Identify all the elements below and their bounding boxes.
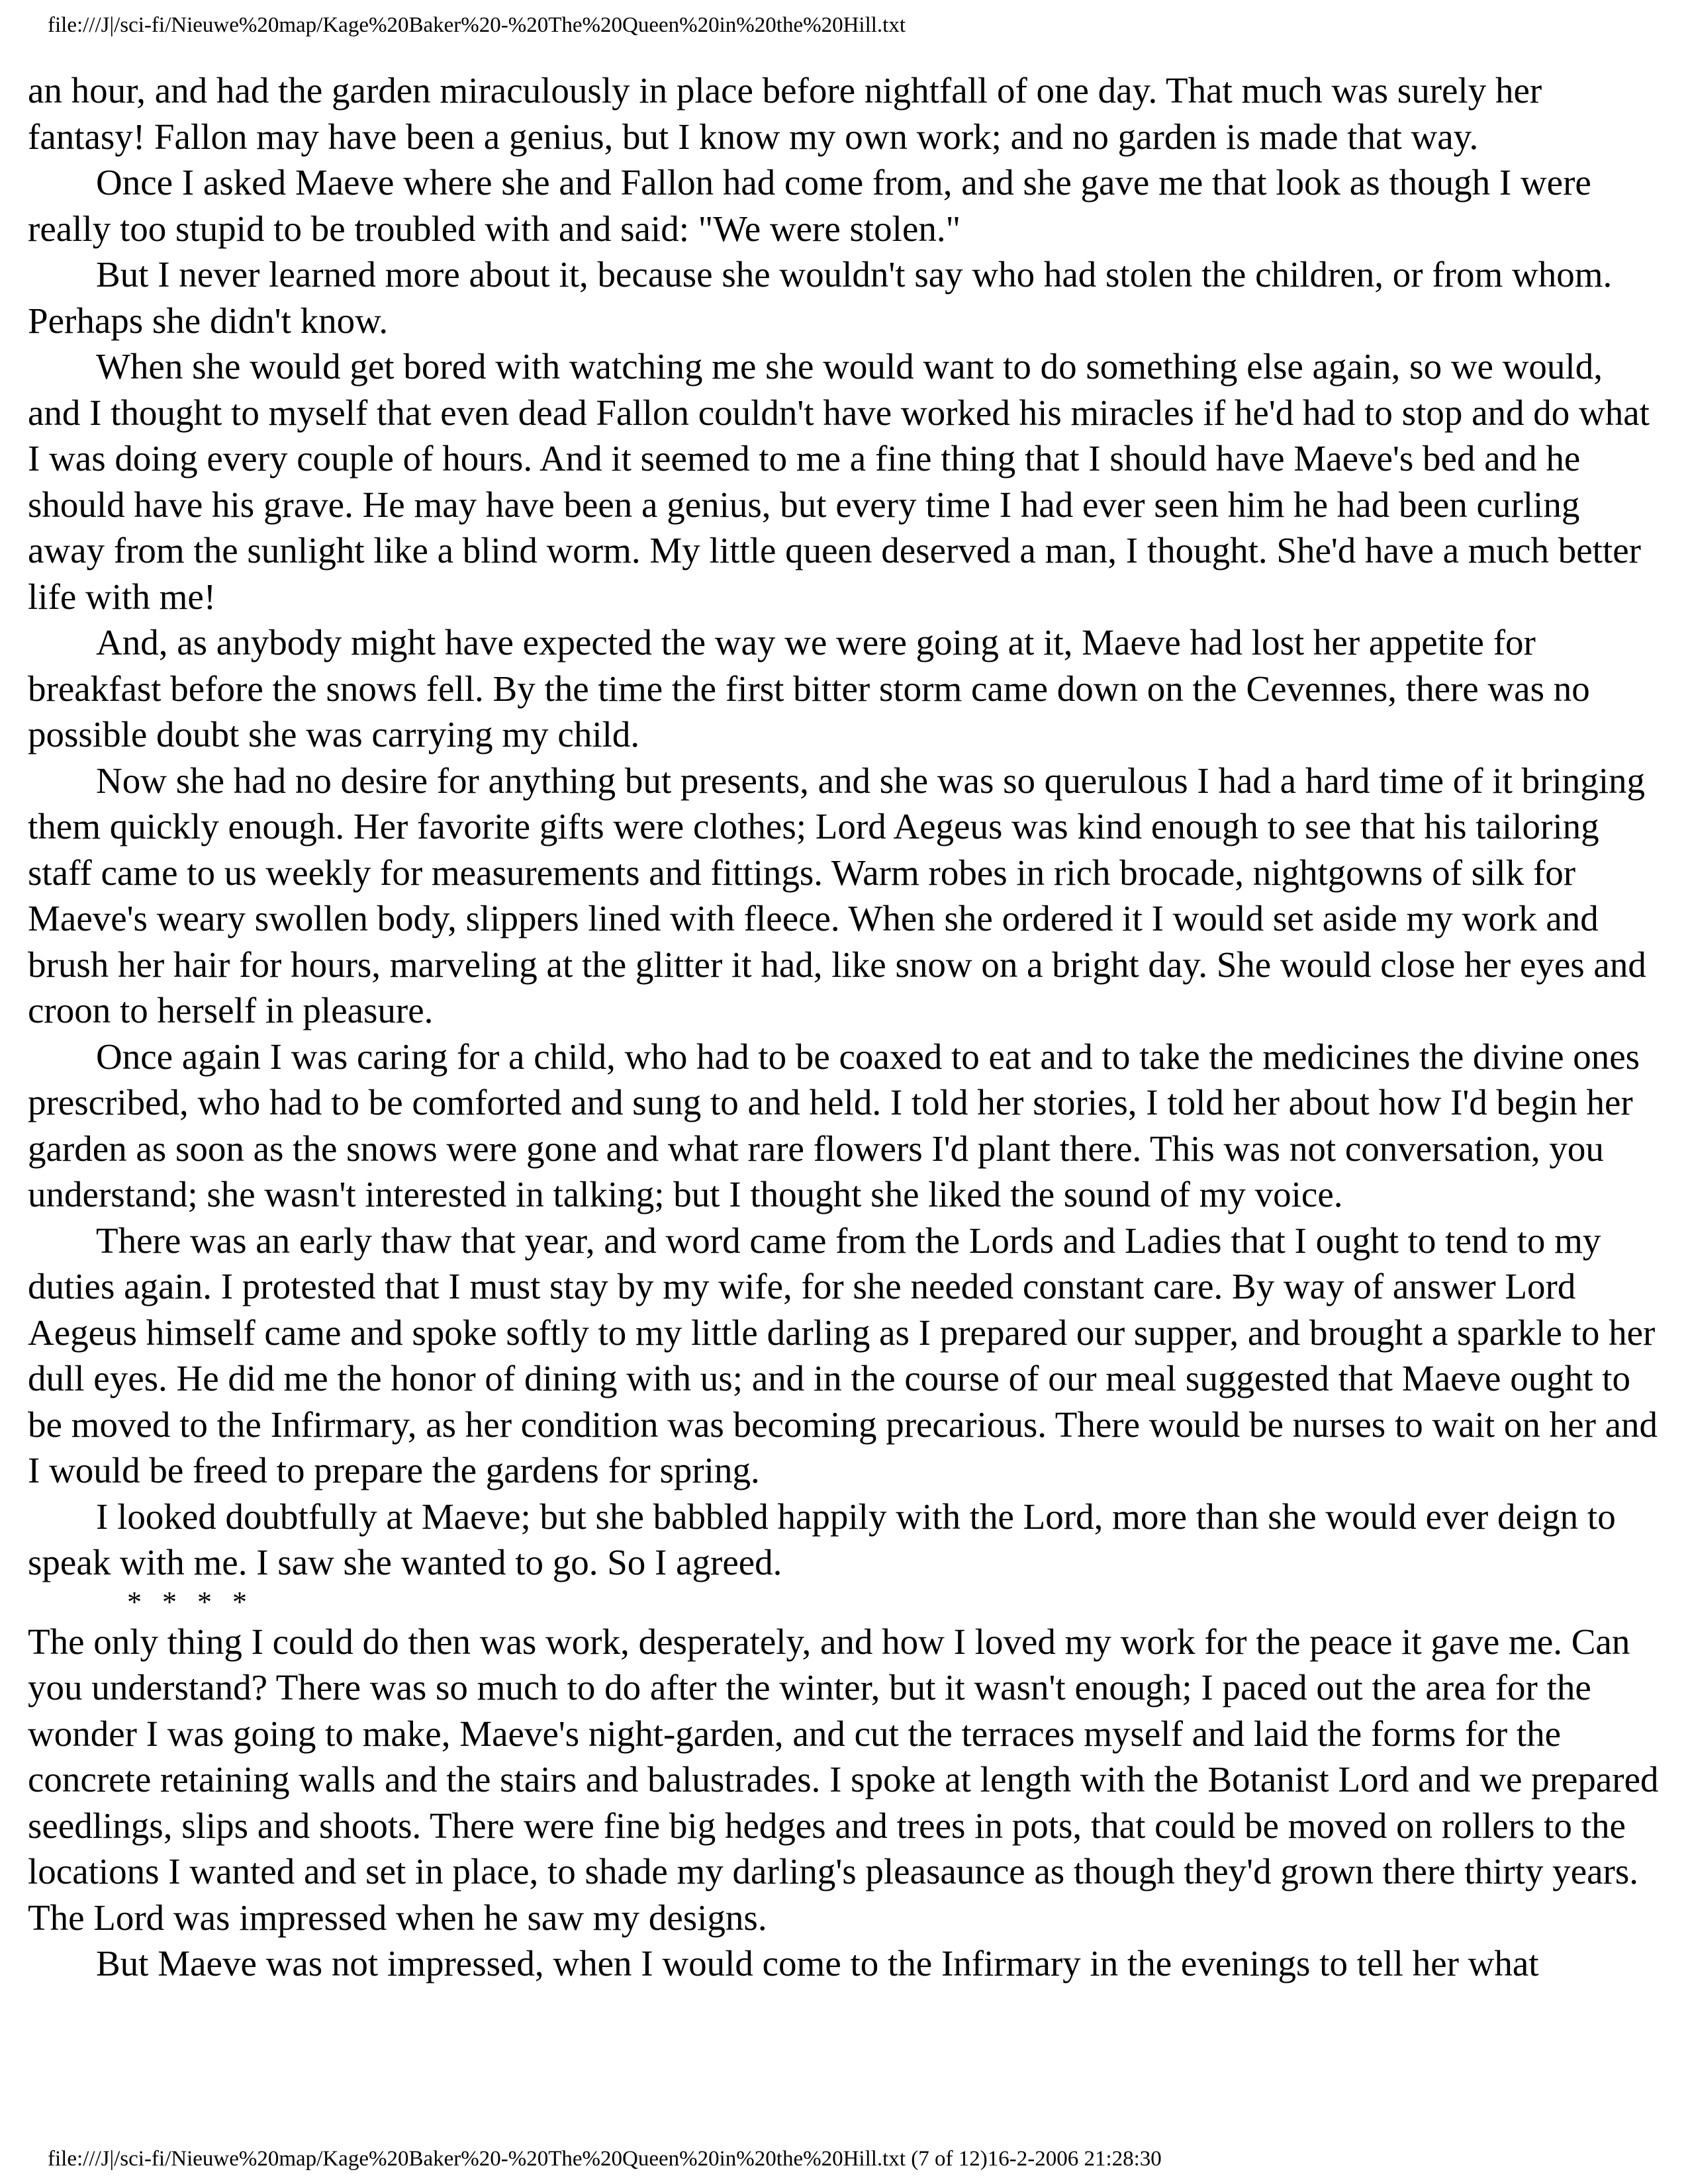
paragraph: Once again I was caring for a child, who had to be coaxed to eat and to take the medicines the divine ones prescribed, who had to be comforted and sung to and held. I told her stories, I told her about how I'd begin her garden as soon as the snows were gone and what rare flowers I'd plant there. This was not conversation, you understand; she wasn't interested in talking; but I thought she liked the sound of my voice. [28,1036,1640,1214]
footer-file-path: file:///J|/sci-fi/Nieuwe%20map/Kage%20Baker%20-%20The%20Queen%20in%20the%20Hill.txt (7 of 12)16-2-2006 21:28:30 [48,2147,1162,2171]
paragraph: Now she had no desire for anything but presents, and she was so querulous I had a hard time of it bringing them quickly enough. Her favorite gifts were clothes; Lord Aegeus was kind enough to see that his tailoring staff came to us weekly for measurements and fittings. Warm robes in rich brocade, nightgowns of silk for Maeve's weary swollen body, slippers lined with fleece. When she ordered it I would set aside my work and brush her hair for hours, marveling at the glitter it had, like snow on a bright day. She would close her eyes and croon to herself in pleasure. [28,760,1646,1030]
paragraph-section-start: The only thing I could do then was work, desperately, and how I loved my work for the peace it gave me. Can you understand? There was so much to do after the winter, but it wasn't enough; I paced out the area for the wonder I was going to make, Maeve's night-garden, and cut the terraces myself and laid the forms for the concrete retaining walls and the stairs and balustrades. I spoke at length with the Botanist Lord and we prepared seedlings, slips and shoots. There were fine big hedges and trees in pots, that could be moved on rollers to the locations I wanted and set in place, to shade my darling's pleasaunce as though they'd grown there thirty years. The Lord was impressed when he saw my designs. [28,1621,1659,1938]
header-file-path: file:///J|/sci-fi/Nieuwe%20map/Kage%20Baker%20-%20The%20Queen%20in%20the%20Hill.txt [48,13,906,37]
paragraph-continued: an hour, and had the garden miraculously in place before nightfall of one day. That much was surely her fantasy! Fallon may have been a genius, but I know my own work; and no garden is made that way. [28,70,1542,157]
paragraph: There was an early thaw that year, and word came from the Lords and Ladies that I ought to tend to my duties again. I protested that I must stay by my wife, for she needed constant care. By way of answer Lord Aegeus himself came and spoke softly to my little darling as I prepared our supper, and brought a sparkle to her dull eyes. He did me the honor of dining with us; and in the course of our meal suggested that Maeve ought to be moved to the Infirmary, as her condition was becoming precarious. There would be nurses to wait on her and I would be freed to prepare the gardens for spring. [28,1220,1658,1490]
paragraph: Once I asked Maeve where she and Fallon had come from, and she gave me that look as though I were really too stupid to be troubled with and said: "We were stolen." [28,162,1591,249]
paragraph: But I never learned more about it, because she wouldn't say who had stolen the children, or from whom. Perhaps she didn't know. [28,254,1613,341]
document-body [28,68,1663,1987]
section-separator: * * * * [127,1585,254,1618]
paragraph: When she would get bored with watching me she would want to do something else again, so we would, and I thought to myself that even dead Fallon couldn't have worked his miracles if he'd had to stop and do what I was doing every couple of hours. And it seemed to me a fine thing that I should have Maeve's bed and he should have his grave. He may have been a genius, but every time I had ever seen him he had been curling away from the sunlight like a blind worm. My little queen deserved a man, I thought. She'd have a much better life with me! [28,346,1650,617]
paragraph: I looked doubtfully at Maeve; but she babbled happily with the Lord, more than she would ever deign to speak with me. I saw she wanted to go. So I agreed. [28,1496,1616,1582]
paragraph: But Maeve was not impressed, when I would come to the Infirmary in the evenings to tell her what [96,1943,1539,1983]
paragraph: And, as anybody might have expected the way we were going at it, Maeve had lost her appetite for breakfast before the snows fell. By the time the first bitter storm came down on the Cevennes, there was no possible doubt she was carrying my child. [28,622,1590,754]
